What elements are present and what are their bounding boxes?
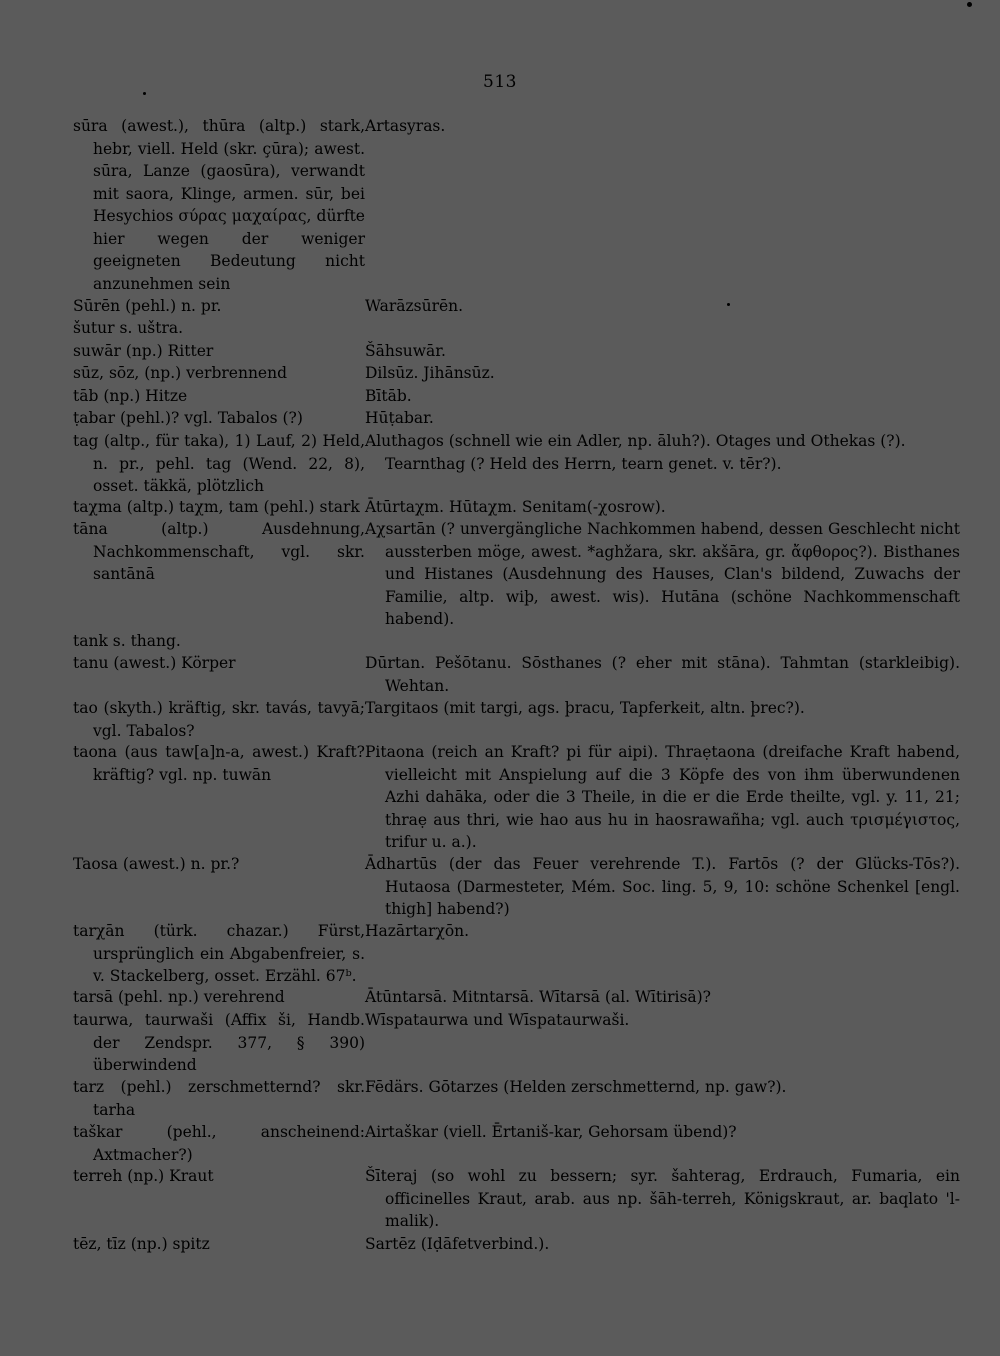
lemma-taxma: taχma (altp.) taχm, tam (pehl.) stark [73, 498, 360, 516]
names-tarz: Fēdärs. Gōtarzes (Helden zerschmetternd, np. gaw?). [365, 1078, 787, 1096]
lemma-taona: taona (aus taw[a]n-a, awest.) Kraft? kräftig? vgl. np. tuwān [73, 743, 365, 784]
names-suren: Warāzsūrēn. [365, 297, 464, 315]
names-sura: Artasyras. [365, 117, 446, 135]
lemma-tag: tag (altp., für taka), 1) Lauf, 2) Held, n. pr., pehl. tag (Wend. 22, 8), osset. täkkä, plötzlich [73, 432, 365, 495]
names-tab: Bītāb. [365, 387, 412, 405]
lemma-tab: tāb (np.) Hitze [73, 387, 188, 405]
names-taona: Pitaona (reich an Kraft? pi für aipi). Thraẹtaona (dreifache Kraft habend, vielleicht mit Anspielung auf die 3 Köpfe des von ihm überwundenen Azhi dahāka, oder die 3 Theile, in die er die Erde theilte, vgl. y. 11, 21; thraẹ aus thri, wie hao aus hu in haosrawañha; vgl. auch τρισμέγιστος, trifur u. a.). [365, 743, 960, 851]
lemma-tarxan: tarχān (türk. chazar.) Fürst, ursprünglich ein Abgabenfreier, s. v. Stackelberg, osset. Erzähl. 67ᵇ. [73, 922, 365, 985]
lemma-tez: tēz, tīz (np.) spitz [73, 1235, 210, 1253]
names-taxma: Ātūrtaχm. Hūtaχm. Senitam(-χosrow). [365, 498, 666, 516]
names-tarxan: Hazārtarχōn. [365, 922, 470, 940]
names-tez: Sartēz (Iḍāfetverbind.). [365, 1235, 550, 1253]
names-suwar: Šāhsuwār. [365, 342, 446, 360]
names-tag: Aluthagos (schnell wie ein Adler, np. āluh?). Otages und Othekas (?). Tearnthag (? Held des Herrn, tearn genet. v. tēr?). [365, 432, 906, 473]
lemma-tao: tao (skyth.) kräftig, skr. tavás, tavyā; vgl. Tabalos? [73, 699, 365, 740]
lemma-tana: tāna (altp.) Ausdehnung, Nachkommenschaft, vgl. skr. santānā [73, 520, 365, 583]
names-taosa: Ādhartūs (der das Feuer verehrende T.). Fartōs (? der Glücks-Tōs?). Hutaosa (Darmesteter, Mém. Soc. ling. 5, 9, 10: schöne Schenkel [engl. thigh] habend?) [365, 855, 960, 918]
names-tana: Aχsartān (? unvergängliche Nachkommen habend, dessen Geschlecht nicht aussterben möge, awest. *aghžara, skr. akšāra, gr. ἄφθορος?). Bisthanes und Histanes (Ausdehnung des Hauses, Clan's bildend, Zuwachs der Familie, altp. wiþ, awest. wis). Hutāna (schöne Nachkommenschaft habend). [365, 520, 960, 628]
lemma-tarz: tarz (pehl.) zerschmetternd? skr. tarha [73, 1078, 365, 1119]
names-tabar: Hūṭabar. [365, 409, 434, 427]
lemma-suren: Sūrēn (pehl.) n. pr. [73, 297, 222, 315]
lemma-taosa: Taosa (awest.) n. pr.? [73, 855, 240, 873]
lemma-terreh: terreh (np.) Kraut [73, 1167, 214, 1185]
names-tao: Targitaos (mit targi, ags. þracu, Tapferkeit, altn. þrec?). [365, 699, 805, 717]
lemma-tank: tank s. thang. [73, 632, 181, 650]
lemma-suwar: suwār (np.) Ritter [73, 342, 214, 360]
lemma-suz: sūz, sōz, (np.) verbrennend [73, 364, 288, 382]
lemma-sutur: šutur s. uštra. [73, 319, 184, 337]
names-terreh: Šīteraj (so wohl zu bessern; syr. šahterag, Erdrauch, Fumaria, ein officinelles Kraut, arab. aus np. šāh-terreh, Königskraut, ar. baqlato 'l-malik). [365, 1167, 960, 1230]
names-suz: Dilsūz. Jihānsūz. [365, 364, 495, 382]
lemma-tanu: tanu (awest.) Körper [73, 654, 236, 672]
lemma-tarsa: tarsā (pehl. np.) verehrend [73, 988, 285, 1006]
speck-mark [143, 92, 146, 95]
names-tarsa: Ātūntarsā. Mitntarsā. Wītarsā (al. Wītirisā)? [365, 988, 711, 1006]
lemma-taurwa: taurwa, taurwaši (Affix ši, Handb. der Zendspr. 377, § 390) überwindend [73, 1011, 365, 1074]
names-tanu: Dūrtan. Pešōtanu. Sōsthanes (? eher mit stāna). Tahmtan (starkleibig). Wehtan. [365, 654, 960, 695]
names-taurwa: Wīspataurwa und Wīspataurwaši. [365, 1011, 630, 1029]
lemma-tabar: ṭabar (pehl.)? vgl. Tabalos (?) [73, 409, 303, 427]
page-number: 513 [483, 72, 517, 92]
speck-mark [967, 2, 972, 7]
lemma-sura: sūra (awest.), thūra (altp.) stark, hebr, viell. Held (skr. çūra); awest. sūra, Lanze (gaosūra), verwandt mit saora, Klinge, armen. sūr, bei Hesychios σύρας μαχαίρας, dürfte hier wegen der weniger geeigneten Bedeutung nicht anzunehmen sein [73, 117, 365, 293]
lemma-taskar: taškar (pehl., anscheinend: Axtmacher?) [73, 1123, 365, 1164]
names-taskar: Airtaškar (viell. Ērtaniš-kar, Gehorsam übend)? [365, 1123, 737, 1141]
